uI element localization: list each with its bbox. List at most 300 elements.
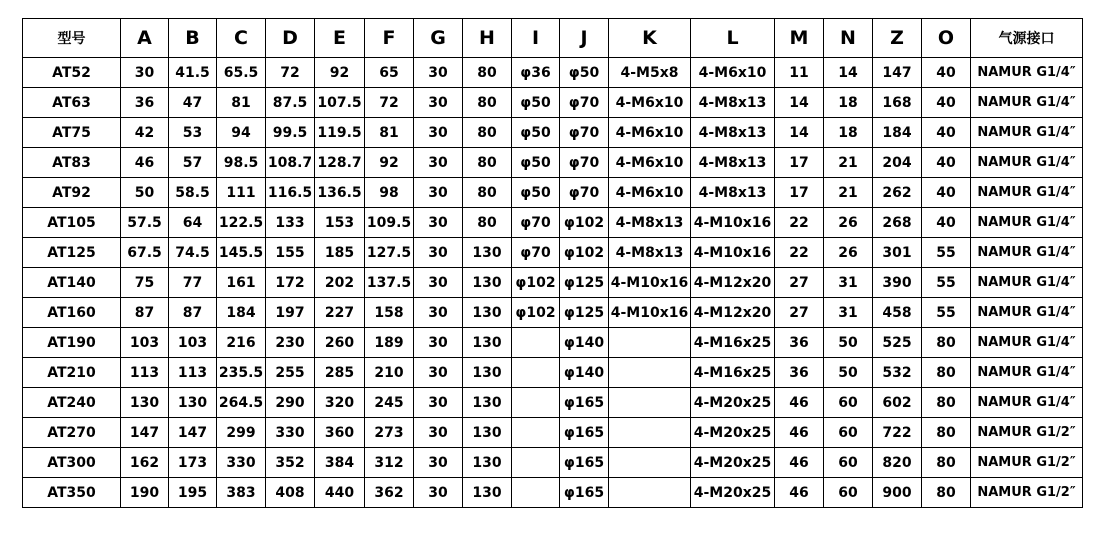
table-row <box>23 388 1083 418</box>
cell-k: 4-M8x13 <box>609 238 691 268</box>
cell-i <box>512 388 560 418</box>
cell-b: 195 <box>169 478 217 508</box>
cell-o: 80 <box>922 328 971 358</box>
column-header-k: K <box>609 19 691 58</box>
cell-o: 40 <box>922 148 971 178</box>
cell-n: 60 <box>824 448 873 478</box>
cell-air-port: NAMUR G1/4″ <box>971 178 1083 208</box>
cell-z: 184 <box>873 118 922 148</box>
column-header-g: G <box>414 19 463 58</box>
cell-z: 532 <box>873 358 922 388</box>
cell-z: 262 <box>873 178 922 208</box>
cell-f: 158 <box>365 298 414 328</box>
column-header-air-port: 气源接口 <box>971 19 1083 58</box>
cell-e: 128.7 <box>315 148 365 178</box>
cell-air-port: NAMUR G1/2″ <box>971 418 1083 448</box>
cell-air-port: NAMUR G1/4″ <box>971 58 1083 88</box>
cell-h: 130 <box>463 358 512 388</box>
cell-n: 31 <box>824 268 873 298</box>
cell-l: 4-M6x10 <box>691 58 775 88</box>
cell-air-port: NAMUR G1/2″ <box>971 448 1083 478</box>
table-row <box>23 418 1083 448</box>
column-header-d: D <box>266 19 315 58</box>
cell-model: AT160 <box>23 298 121 328</box>
cell-g: 30 <box>414 88 463 118</box>
cell-g: 30 <box>414 58 463 88</box>
cell-d: 87.5 <box>266 88 315 118</box>
cell-e: 285 <box>315 358 365 388</box>
cell-m: 17 <box>775 178 824 208</box>
cell-j: φ70 <box>560 118 609 148</box>
cell-g: 30 <box>414 298 463 328</box>
cell-e: 360 <box>315 418 365 448</box>
cell-d: 108.7 <box>266 148 315 178</box>
cell-n: 18 <box>824 118 873 148</box>
cell-air-port: NAMUR G1/4″ <box>971 388 1083 418</box>
cell-o: 80 <box>922 448 971 478</box>
cell-b: 130 <box>169 388 217 418</box>
cell-a: 75 <box>121 268 169 298</box>
cell-g: 30 <box>414 238 463 268</box>
table-row <box>23 268 1083 298</box>
cell-f: 109.5 <box>365 208 414 238</box>
cell-air-port: NAMUR G1/4″ <box>971 208 1083 238</box>
cell-d: 133 <box>266 208 315 238</box>
cell-d: 116.5 <box>266 178 315 208</box>
cell-i <box>512 418 560 448</box>
cell-g: 30 <box>414 268 463 298</box>
cell-i <box>512 448 560 478</box>
cell-h: 80 <box>463 88 512 118</box>
cell-h: 130 <box>463 238 512 268</box>
cell-m: 17 <box>775 148 824 178</box>
cell-h: 130 <box>463 298 512 328</box>
cell-model: AT75 <box>23 118 121 148</box>
cell-z: 458 <box>873 298 922 328</box>
cell-c: 299 <box>217 418 266 448</box>
cell-d: 408 <box>266 478 315 508</box>
cell-c: 216 <box>217 328 266 358</box>
cell-air-port: NAMUR G1/4″ <box>971 118 1083 148</box>
cell-j: φ125 <box>560 298 609 328</box>
cell-b: 58.5 <box>169 178 217 208</box>
cell-i: φ50 <box>512 118 560 148</box>
cell-l: 4-M20x25 <box>691 388 775 418</box>
cell-i: φ50 <box>512 178 560 208</box>
cell-a: 30 <box>121 58 169 88</box>
cell-h: 130 <box>463 268 512 298</box>
column-header-i: I <box>512 19 560 58</box>
column-header-b: B <box>169 19 217 58</box>
cell-o: 80 <box>922 418 971 448</box>
cell-c: 145.5 <box>217 238 266 268</box>
cell-model: AT270 <box>23 418 121 448</box>
cell-c: 98.5 <box>217 148 266 178</box>
cell-c: 122.5 <box>217 208 266 238</box>
cell-a: 147 <box>121 418 169 448</box>
table-header-row <box>23 19 1083 58</box>
cell-model: AT350 <box>23 478 121 508</box>
cell-l: 4-M16x25 <box>691 358 775 388</box>
cell-o: 40 <box>922 118 971 148</box>
table-row <box>23 358 1083 388</box>
cell-d: 99.5 <box>266 118 315 148</box>
cell-g: 30 <box>414 448 463 478</box>
column-header-l: L <box>691 19 775 58</box>
cell-z: 722 <box>873 418 922 448</box>
cell-l: 4-M20x25 <box>691 478 775 508</box>
cell-n: 21 <box>824 178 873 208</box>
cell-z: 390 <box>873 268 922 298</box>
column-header-a: A <box>121 19 169 58</box>
cell-o: 80 <box>922 358 971 388</box>
cell-f: 245 <box>365 388 414 418</box>
cell-k: 4-M6x10 <box>609 118 691 148</box>
cell-j: φ102 <box>560 208 609 238</box>
cell-l: 4-M12x20 <box>691 298 775 328</box>
cell-model: AT190 <box>23 328 121 358</box>
actuator-dimension-table <box>22 18 1083 508</box>
cell-m: 36 <box>775 358 824 388</box>
cell-i: φ70 <box>512 208 560 238</box>
cell-h: 80 <box>463 148 512 178</box>
cell-k: 4-M6x10 <box>609 148 691 178</box>
cell-f: 65 <box>365 58 414 88</box>
cell-air-port: NAMUR G1/4″ <box>971 268 1083 298</box>
cell-a: 50 <box>121 178 169 208</box>
cell-z: 168 <box>873 88 922 118</box>
cell-e: 260 <box>315 328 365 358</box>
cell-a: 42 <box>121 118 169 148</box>
cell-k <box>609 448 691 478</box>
cell-model: AT105 <box>23 208 121 238</box>
cell-m: 27 <box>775 268 824 298</box>
cell-c: 81 <box>217 88 266 118</box>
cell-e: 119.5 <box>315 118 365 148</box>
cell-l: 4-M10x16 <box>691 208 775 238</box>
column-header-f: F <box>365 19 414 58</box>
column-header-h: H <box>463 19 512 58</box>
cell-k <box>609 418 691 448</box>
cell-o: 40 <box>922 88 971 118</box>
cell-b: 103 <box>169 328 217 358</box>
cell-n: 60 <box>824 388 873 418</box>
cell-o: 40 <box>922 58 971 88</box>
cell-d: 330 <box>266 418 315 448</box>
cell-o: 40 <box>922 178 971 208</box>
cell-i <box>512 358 560 388</box>
table-row <box>23 148 1083 178</box>
cell-g: 30 <box>414 118 463 148</box>
cell-n: 21 <box>824 148 873 178</box>
cell-k <box>609 388 691 418</box>
cell-h: 80 <box>463 208 512 238</box>
cell-h: 130 <box>463 328 512 358</box>
cell-air-port: NAMUR G1/4″ <box>971 238 1083 268</box>
cell-l: 4-M20x25 <box>691 448 775 478</box>
cell-b: 113 <box>169 358 217 388</box>
cell-z: 147 <box>873 58 922 88</box>
cell-a: 130 <box>121 388 169 418</box>
cell-h: 80 <box>463 58 512 88</box>
table-row <box>23 118 1083 148</box>
cell-a: 57.5 <box>121 208 169 238</box>
cell-f: 137.5 <box>365 268 414 298</box>
cell-d: 352 <box>266 448 315 478</box>
cell-k: 4-M8x13 <box>609 208 691 238</box>
cell-a: 113 <box>121 358 169 388</box>
table-row <box>23 58 1083 88</box>
cell-c: 111 <box>217 178 266 208</box>
cell-m: 36 <box>775 328 824 358</box>
table-row <box>23 328 1083 358</box>
cell-k: 4-M6x10 <box>609 88 691 118</box>
cell-j: φ165 <box>560 418 609 448</box>
cell-l: 4-M16x25 <box>691 328 775 358</box>
cell-j: φ70 <box>560 178 609 208</box>
cell-c: 330 <box>217 448 266 478</box>
cell-b: 57 <box>169 148 217 178</box>
column-header-e: E <box>315 19 365 58</box>
cell-model: AT52 <box>23 58 121 88</box>
cell-k: 4-M6x10 <box>609 178 691 208</box>
table-row <box>23 478 1083 508</box>
cell-m: 46 <box>775 448 824 478</box>
cell-i <box>512 478 560 508</box>
cell-n: 60 <box>824 418 873 448</box>
column-header-z: Z <box>873 19 922 58</box>
table-row <box>23 298 1083 328</box>
cell-l: 4-M10x16 <box>691 238 775 268</box>
cell-n: 50 <box>824 358 873 388</box>
cell-i: φ50 <box>512 148 560 178</box>
cell-h: 130 <box>463 448 512 478</box>
cell-a: 36 <box>121 88 169 118</box>
cell-z: 268 <box>873 208 922 238</box>
cell-b: 53 <box>169 118 217 148</box>
cell-model: AT300 <box>23 448 121 478</box>
cell-a: 162 <box>121 448 169 478</box>
cell-i: φ70 <box>512 238 560 268</box>
cell-h: 80 <box>463 118 512 148</box>
cell-k <box>609 478 691 508</box>
cell-l: 4-M20x25 <box>691 418 775 448</box>
cell-o: 40 <box>922 208 971 238</box>
cell-i <box>512 328 560 358</box>
column-header-o: O <box>922 19 971 58</box>
cell-c: 184 <box>217 298 266 328</box>
cell-n: 18 <box>824 88 873 118</box>
cell-l: 4-M8x13 <box>691 88 775 118</box>
table-body <box>23 58 1083 508</box>
cell-f: 273 <box>365 418 414 448</box>
cell-j: φ50 <box>560 58 609 88</box>
table-row <box>23 88 1083 118</box>
column-header-c: C <box>217 19 266 58</box>
cell-f: 312 <box>365 448 414 478</box>
cell-e: 92 <box>315 58 365 88</box>
cell-i: φ36 <box>512 58 560 88</box>
column-header-m: M <box>775 19 824 58</box>
cell-b: 77 <box>169 268 217 298</box>
cell-e: 440 <box>315 478 365 508</box>
cell-g: 30 <box>414 418 463 448</box>
cell-o: 55 <box>922 238 971 268</box>
cell-m: 27 <box>775 298 824 328</box>
cell-z: 525 <box>873 328 922 358</box>
cell-m: 11 <box>775 58 824 88</box>
cell-model: AT140 <box>23 268 121 298</box>
cell-a: 46 <box>121 148 169 178</box>
cell-i: φ102 <box>512 298 560 328</box>
cell-l: 4-M8x13 <box>691 118 775 148</box>
cell-j: φ165 <box>560 478 609 508</box>
cell-b: 173 <box>169 448 217 478</box>
cell-l: 4-M8x13 <box>691 148 775 178</box>
cell-n: 26 <box>824 238 873 268</box>
cell-c: 235.5 <box>217 358 266 388</box>
table-row <box>23 178 1083 208</box>
cell-e: 185 <box>315 238 365 268</box>
cell-j: φ70 <box>560 88 609 118</box>
cell-l: 4-M8x13 <box>691 178 775 208</box>
cell-f: 72 <box>365 88 414 118</box>
cell-z: 301 <box>873 238 922 268</box>
cell-h: 80 <box>463 178 512 208</box>
cell-b: 64 <box>169 208 217 238</box>
cell-air-port: NAMUR G1/4″ <box>971 88 1083 118</box>
cell-z: 820 <box>873 448 922 478</box>
cell-m: 22 <box>775 208 824 238</box>
cell-a: 190 <box>121 478 169 508</box>
cell-n: 50 <box>824 328 873 358</box>
cell-d: 72 <box>266 58 315 88</box>
cell-air-port: NAMUR G1/4″ <box>971 328 1083 358</box>
cell-e: 320 <box>315 388 365 418</box>
cell-z: 900 <box>873 478 922 508</box>
cell-k <box>609 358 691 388</box>
cell-j: φ125 <box>560 268 609 298</box>
cell-c: 65.5 <box>217 58 266 88</box>
cell-a: 87 <box>121 298 169 328</box>
cell-d: 197 <box>266 298 315 328</box>
cell-g: 30 <box>414 358 463 388</box>
cell-j: φ70 <box>560 148 609 178</box>
cell-f: 92 <box>365 148 414 178</box>
cell-g: 30 <box>414 178 463 208</box>
cell-i: φ102 <box>512 268 560 298</box>
cell-g: 30 <box>414 208 463 238</box>
cell-c: 264.5 <box>217 388 266 418</box>
cell-n: 14 <box>824 58 873 88</box>
cell-b: 74.5 <box>169 238 217 268</box>
table-row <box>23 448 1083 478</box>
cell-b: 87 <box>169 298 217 328</box>
cell-n: 26 <box>824 208 873 238</box>
cell-m: 14 <box>775 118 824 148</box>
cell-o: 80 <box>922 478 971 508</box>
cell-j: φ102 <box>560 238 609 268</box>
cell-e: 136.5 <box>315 178 365 208</box>
cell-m: 46 <box>775 478 824 508</box>
cell-d: 155 <box>266 238 315 268</box>
cell-air-port: NAMUR G1/4″ <box>971 298 1083 328</box>
cell-k: 4-M10x16 <box>609 268 691 298</box>
cell-k: 4-M5x8 <box>609 58 691 88</box>
cell-k <box>609 328 691 358</box>
cell-m: 14 <box>775 88 824 118</box>
cell-e: 384 <box>315 448 365 478</box>
cell-o: 80 <box>922 388 971 418</box>
cell-a: 67.5 <box>121 238 169 268</box>
cell-d: 230 <box>266 328 315 358</box>
table-row <box>23 238 1083 268</box>
cell-model: AT92 <box>23 178 121 208</box>
cell-d: 172 <box>266 268 315 298</box>
cell-model: AT210 <box>23 358 121 388</box>
column-header-model: 型号 <box>23 19 121 58</box>
cell-e: 202 <box>315 268 365 298</box>
cell-c: 383 <box>217 478 266 508</box>
cell-model: AT63 <box>23 88 121 118</box>
cell-air-port: NAMUR G1/4″ <box>971 358 1083 388</box>
cell-f: 127.5 <box>365 238 414 268</box>
cell-e: 107.5 <box>315 88 365 118</box>
column-header-j: J <box>560 19 609 58</box>
cell-i: φ50 <box>512 88 560 118</box>
cell-h: 130 <box>463 418 512 448</box>
cell-j: φ140 <box>560 328 609 358</box>
cell-z: 602 <box>873 388 922 418</box>
cell-j: φ140 <box>560 358 609 388</box>
cell-n: 31 <box>824 298 873 328</box>
cell-air-port: NAMUR G1/2″ <box>971 478 1083 508</box>
cell-e: 227 <box>315 298 365 328</box>
cell-f: 189 <box>365 328 414 358</box>
cell-h: 130 <box>463 478 512 508</box>
cell-f: 210 <box>365 358 414 388</box>
cell-m: 22 <box>775 238 824 268</box>
cell-m: 46 <box>775 388 824 418</box>
cell-model: AT125 <box>23 238 121 268</box>
cell-air-port: NAMUR G1/4″ <box>971 148 1083 178</box>
column-header-n: N <box>824 19 873 58</box>
table-row <box>23 208 1083 238</box>
cell-b: 147 <box>169 418 217 448</box>
cell-j: φ165 <box>560 388 609 418</box>
cell-f: 81 <box>365 118 414 148</box>
cell-m: 46 <box>775 418 824 448</box>
cell-c: 94 <box>217 118 266 148</box>
cell-e: 153 <box>315 208 365 238</box>
cell-b: 41.5 <box>169 58 217 88</box>
cell-c: 161 <box>217 268 266 298</box>
cell-f: 98 <box>365 178 414 208</box>
cell-n: 60 <box>824 478 873 508</box>
cell-z: 204 <box>873 148 922 178</box>
cell-j: φ165 <box>560 448 609 478</box>
cell-f: 362 <box>365 478 414 508</box>
cell-a: 103 <box>121 328 169 358</box>
cell-o: 55 <box>922 268 971 298</box>
cell-model: AT83 <box>23 148 121 178</box>
cell-h: 130 <box>463 388 512 418</box>
cell-b: 47 <box>169 88 217 118</box>
cell-k: 4-M10x16 <box>609 298 691 328</box>
cell-g: 30 <box>414 478 463 508</box>
cell-o: 55 <box>922 298 971 328</box>
cell-l: 4-M12x20 <box>691 268 775 298</box>
